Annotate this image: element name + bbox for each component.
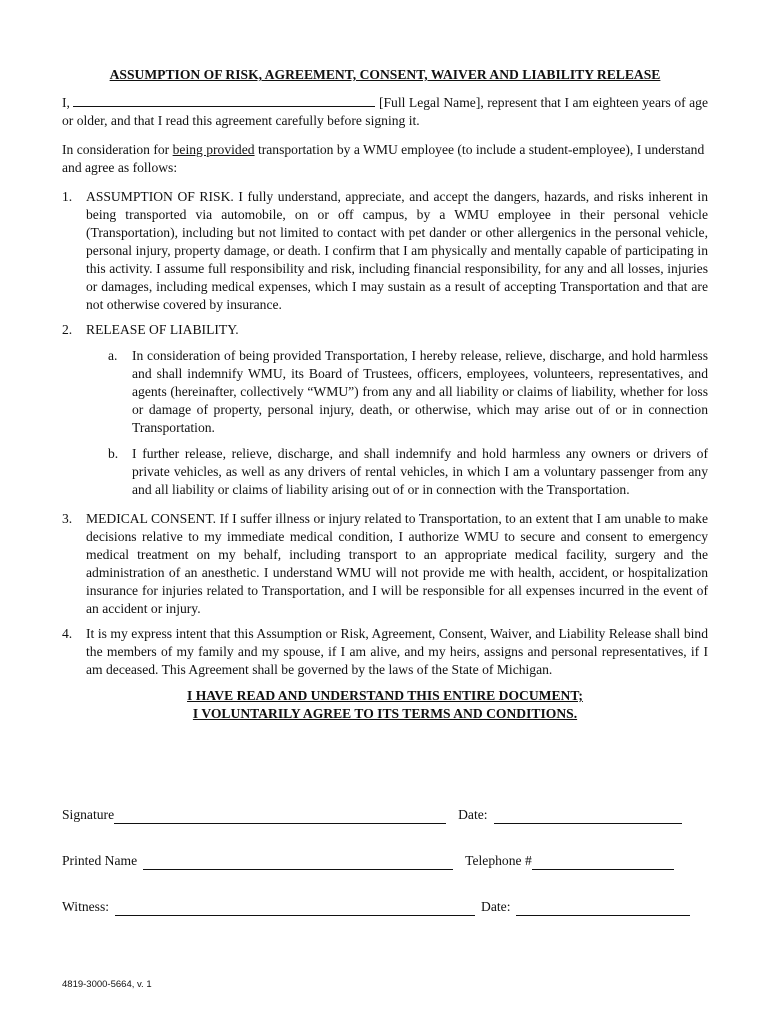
witness-label: Witness:	[62, 899, 110, 914]
printed-name-row	[62, 852, 674, 870]
intro-suffix: [Full Legal Name], represent that I am eighteen years of age or older, and that I read this agreement carefully before signing it.	[62, 95, 709, 128]
signature-label: Signature	[62, 807, 115, 822]
clause-text: ASSUMPTION OF RISK. I fully understand, appreciate, and accept the dangers, hazards, and risks inherent in being transported via automobile, on or off campus, by a WMU employee in their personal vehicle (Transportation), including but not limited to contact with pet dander or other allergenics in the personal vehicle, personal injury, property damage, or death. I confirm that I am physically and mentally capable of participating in this activity. I assume full responsibility and risk, including financial responsibility, for any and all losses, injuries or damages, including medical expenses, which I may sustain as a result of accepting Transportation and that are not otherwise covered by insurance.	[86, 189, 708, 312]
document-id-footer: 4819-3000-5664, v. 1	[62, 979, 152, 990]
full-legal-name-field[interactable]	[73, 94, 375, 107]
witness-date-field[interactable]	[516, 902, 690, 916]
clause-text: It is my express intent that this Assumption or Risk, Agreement, Consent, Waiver, and Liability Release shall bind the members of my family and my spouse, if I am alive, and my heirs, assigns and personal representatives, if I am deceased. This Agreement shall be governed by the laws of the State of Michigan.	[86, 626, 708, 677]
document-body	[62, 66, 708, 723]
clause-number: 1.	[62, 189, 73, 204]
subclause-letter: b.	[108, 446, 119, 461]
consideration-underlined: being provided	[172, 142, 255, 157]
intro-prefix: I,	[62, 95, 70, 110]
subclause-text: In consideration of being provided Transportation, I hereby release, relieve, discharge, and hold harmless and shall indemnify WMU, its Board of Trustees, officers, employees, volunteers, representatives, and agents (hereinafter, collectively “WMU”) from any and all liability or claims of liability, whether for loss or damage of property, personal injury, death, or otherwise, which may arise out of or in connection Transportation.	[132, 348, 708, 435]
subclause-letter: a.	[108, 348, 118, 363]
acknowledgement-line-1: I HAVE READ AND UNDERSTAND THIS ENTIRE DOCUMENT;	[187, 688, 583, 703]
witness-date-label: Date:	[481, 899, 511, 914]
clause-number: 3.	[62, 511, 73, 526]
signature-row	[62, 806, 682, 824]
printed-name-label: Printed Name	[62, 853, 138, 868]
clause-1	[62, 188, 708, 314]
acknowledgement	[62, 687, 708, 723]
clause-number: 4.	[62, 626, 73, 641]
clause-text: MEDICAL CONSENT. If I suffer illness or injury related to Transportation, to an extent that I am unable to make decisions relative to my immediate medical condition, I authorize WMU to secure and consent to emergency medical treatment on my behalf, including transport to an appropriate medical facility, surgery and the administration of an anesthetic. I understand WMU will not provide me with health, accident, or hospitalization insurance for injuries related to Transportation, and I will be responsible for all expenses incurred in the event of an accident or injury.	[86, 511, 708, 616]
clause-2	[62, 321, 708, 503]
document-title: ASSUMPTION OF RISK, AGREEMENT, CONSENT, WAIVER AND LIABILITY RELEASE	[109, 67, 661, 82]
date-label: Date:	[458, 807, 488, 822]
witness-row	[62, 898, 690, 916]
consideration-before: In consideration for	[62, 142, 170, 157]
witness-field[interactable]	[115, 902, 475, 916]
subclause-text: I further release, relieve, discharge, and shall indemnify and hold harmless any owners or drivers of private vehicles, as well as any drivers of rental vehicles, in which I am a voluntary passenger from any and all liability or claims of liability arising out of or in connection with the Transportation.	[132, 446, 708, 497]
clause-2a	[108, 347, 708, 437]
printed-name-field[interactable]	[143, 856, 453, 870]
clause-body	[86, 321, 708, 503]
clause-4	[62, 625, 708, 679]
consideration-paragraph	[62, 141, 708, 177]
clause-number: 2.	[62, 322, 73, 337]
date-field[interactable]	[494, 810, 682, 824]
clause-3	[62, 510, 708, 618]
signature-field[interactable]	[114, 810, 446, 824]
telephone-label: Telephone #	[465, 853, 532, 868]
consideration-after: transportation by a WMU employee (to include a student-employee), I understand and agree as follows:	[62, 142, 705, 175]
acknowledgement-line-2: I VOLUNTARILY AGREE TO ITS TERMS AND CONDITIONS.	[192, 706, 578, 721]
telephone-field[interactable]	[532, 856, 674, 870]
intro-paragraph	[62, 94, 708, 130]
clause-2b	[108, 445, 708, 499]
clause-text: RELEASE OF LIABILITY.	[86, 322, 239, 337]
